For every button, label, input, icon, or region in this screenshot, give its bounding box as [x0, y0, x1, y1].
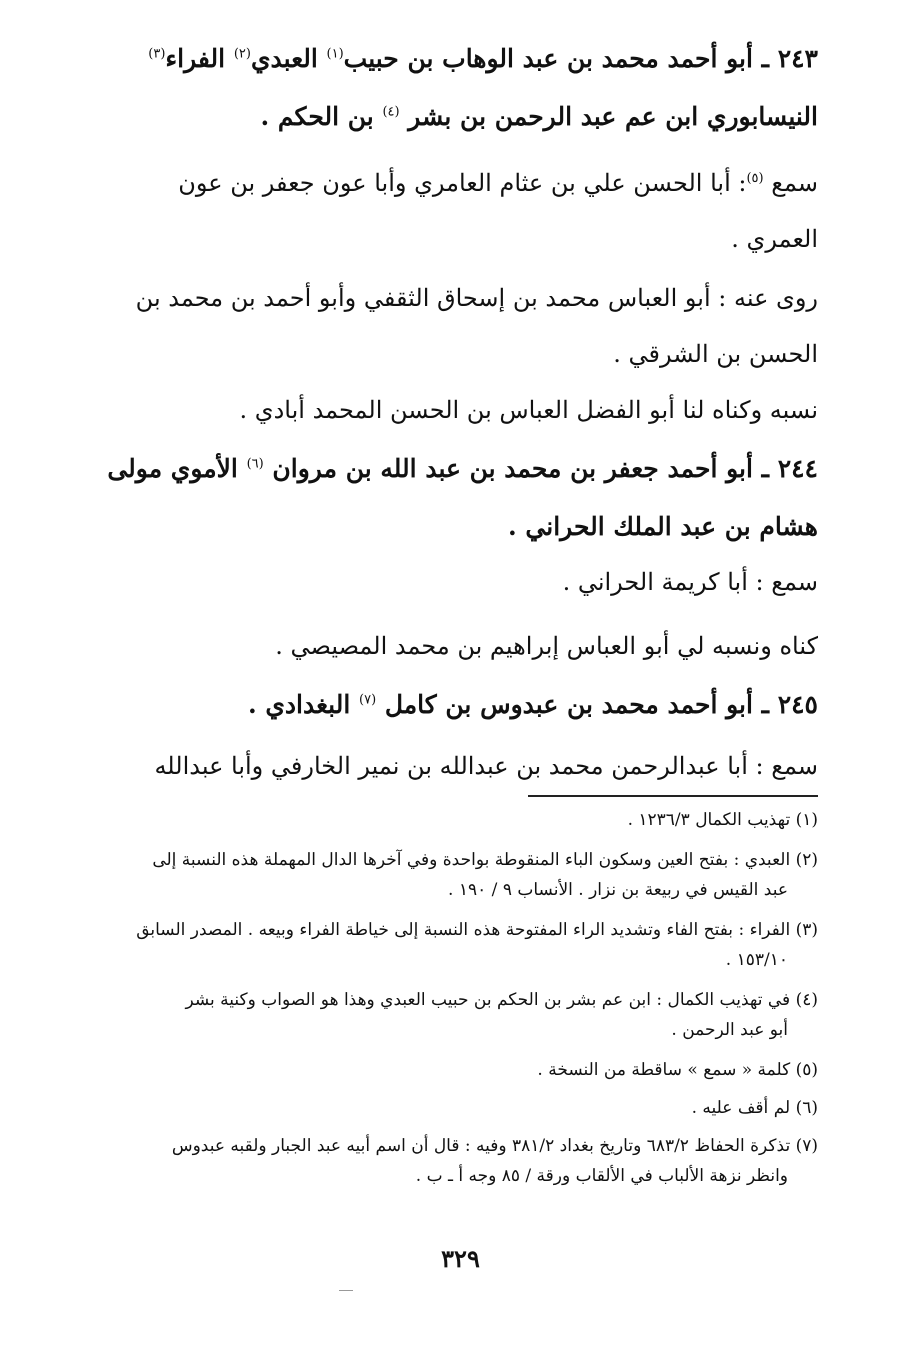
footnote-ref-7[interactable]: (٧) [359, 692, 377, 708]
footnote-separator [528, 795, 818, 797]
footnote-7-line-1: (٧) تذكرة الحفاظ ٦٨٣/٢ وتاريخ بغداد ٣٨١/٢ وفيه : قال أن اسم أبيه عبد الجبار ولقبه عبدوس [171, 1136, 818, 1156]
entry-243-narrators-line-1: روى عنه : أبو العباس محمد بن إسحاق الثقفي وأبو أحمد بن محمد بن [135, 284, 818, 312]
scan-mark [339, 1290, 353, 1291]
footnote-ref-4[interactable]: (٤) [382, 104, 400, 120]
footnote-ref-3[interactable]: (٣) [148, 46, 166, 62]
entry-244-sami: سمع : أبا كريمة الحراني . [562, 568, 818, 596]
entry-243-sami-line-1: سمع $^{(٥)}$: أبا الحسن علي بن عثام العامري وأبا عون جعفر بن عون [178, 169, 818, 197]
footnote-3-line-2: ١٥٣/١٠ . [725, 950, 788, 970]
footnotes [88, 805, 818, 1191]
entry-244-heading [88, 440, 818, 556]
entry-243-heading [88, 30, 818, 146]
entry-243-heading-line-1: ٢٤٣ ـ أبو أحمد محمد بن عبد الوهاب بن حبيب$^{(١)}$ العبدي$^{(٢)}$ الفراء$^{(٣)}$ [148, 44, 818, 73]
footnote-2-line-1: (٢) العبدي : بفتح العين وسكون الباء المنقوطة بواحدة وفي آخرها الدال المهملة هذه النسبة إلى [152, 850, 818, 870]
footnote-ref-1[interactable]: (١) [326, 46, 344, 62]
footnote-6: (٦) لم أقف عليه . [691, 1098, 818, 1118]
footnote-ref-6[interactable]: (٦) [246, 456, 264, 472]
entry-243-heading-line-2: النيسابوري ابن عم عبد الرحمن بن بشر $^{(٤)}$ بن الحكم . [260, 102, 818, 131]
footnote-3-line-1: (٣) الفراء : بفتح الفاء وتشديد الراء المفتوحة هذه النسبة إلى خياطة الفراء وبيعه . المصدر السابق [136, 920, 818, 940]
footnote-7-line-2: وانظر نزهة الألباب في الألقاب ورقة / ٨٥ وجه أ ـ ب . [415, 1166, 788, 1186]
footnote-ref-2[interactable]: (٢) [233, 46, 251, 62]
entry-243-narrators [88, 270, 818, 382]
footnote-4-line-1: (٤) في تهذيب الكمال : ابن عم بشر بن الحكم بن حبيب العبدي وهذا هو الصواب وكنية بشر [185, 990, 818, 1010]
entry-243-sami [88, 155, 818, 267]
entry-244-heading-line-1: ٢٤٤ ـ أبو أحمد جعفر بن محمد بن عبد الله بن مروان $^{(٦)}$ الأموي مولى [107, 454, 818, 483]
entry-243-lineage: نسبه وكناه لنا أبو الفضل العباس بن الحسن المحمد أبادي . [239, 396, 818, 424]
entry-243-narrators-line-2: الحسن بن الشرقي . [613, 340, 818, 368]
page-number: ٣٢٩ [441, 1244, 480, 1273]
footnote-5: (٥) كلمة « سمع » ساقطة من النسخة . [537, 1060, 818, 1080]
entry-244-kunya: كناه ونسبه لي أبو العباس إبراهيم بن محمد المصيصي . [275, 632, 818, 660]
entry-245-heading: ٢٤٥ ـ أبو أحمد محمد بن عبدوس بن كامل $^{(٧)}$ البغدادي . [247, 690, 818, 719]
entry-243-sami-line-2: العمري . [731, 225, 818, 253]
entry-245-sami: سمع : أبا عبدالرحمن محمد بن عبدالله بن نمير الخارفي وأبا عبدالله [154, 752, 818, 780]
footnote-1: (١) تهذيب الكمال ١٢٣٦/٣ . [627, 810, 818, 830]
entry-244-heading-line-2: هشام بن عبد الملك الحراني . [508, 512, 818, 541]
footnote-ref-5[interactable]: (٥) [746, 171, 764, 186]
footnote-4-line-2: أبو عبد الرحمن . [671, 1020, 788, 1040]
footnote-2-line-2: عبد القيس في ربيعة بن نزار . الأنساب ٩ / ١٩٠ . [448, 880, 788, 900]
